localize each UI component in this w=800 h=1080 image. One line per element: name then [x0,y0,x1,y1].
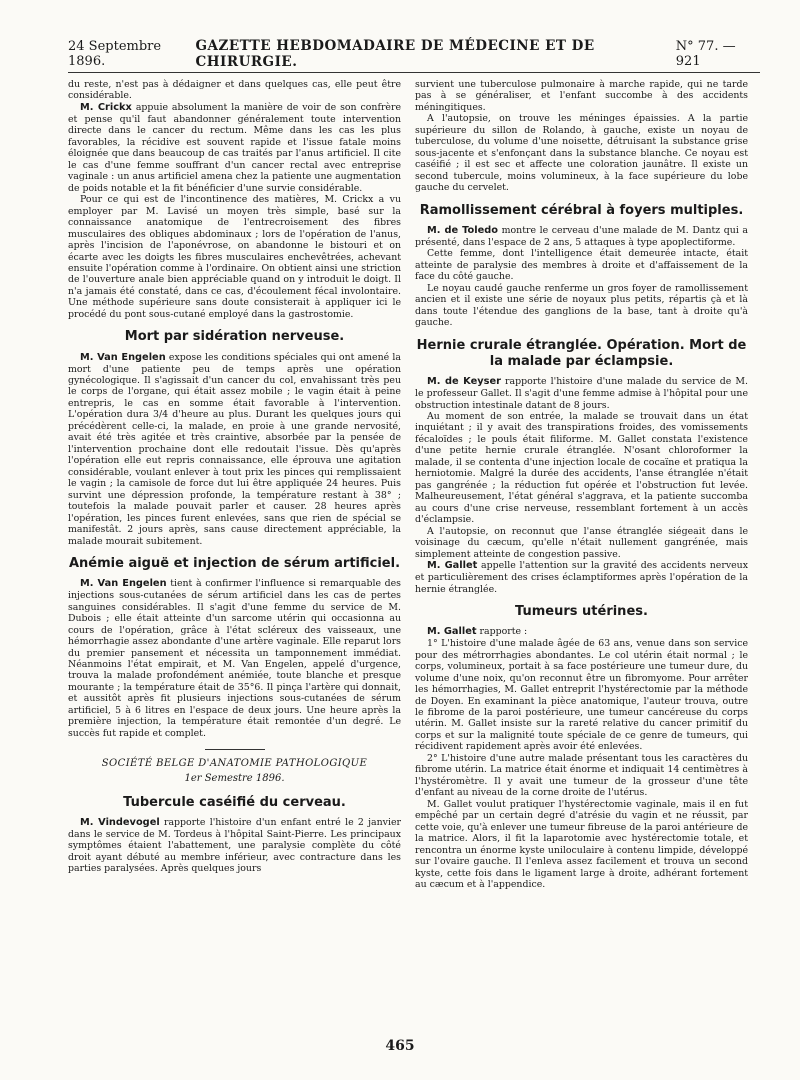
paragraph [68,817,401,875]
paragraph [415,560,748,595]
paragraph-text: rapporte l'histoire d'un enfant entré le 2 janvier dans le service de M. Tordeus à l'hôpital Saint-Pierre. Les principaux symptômes étaient l'abattement, une paralysie complète du côté droit ayant débuté au membre inférieur, avec contracture dans les parties paralysées. Après quelques jours [68,816,401,875]
paragraph [68,102,401,194]
issue-number: N° 77. — 921 [675,39,736,69]
section-heading: Mort par sidération nerveuse. [124,329,345,345]
paragraph-text: appelle l'attention sur la gravité des accidents nerveux et particulièrement des crises éclamptiformes après l'opération de la hernie étranglée. [415,560,748,595]
semester-label: 1er Semestre 1896. [184,773,285,785]
paragraph: survient une tuberculose pulmonaire à marche rapide, qui ne tarde pas à se généraliser, et l'enfant succombe à des accidents méningitiques. [415,79,748,113]
paragraph: A l'autopsie, on trouve les méninges épaissies. A la partie supérieure du sillon de Rolando, à gauche, existe un noyau de tuberculose, du volume d'une noisette, détruisant la substance grise sous-jacente et s'enfonçant dans la substance blanche. Ce noyau est caséifié ; il est sec et affecte une coloration jaunâtre. Il existe un second tubercule, moins volumineux, à la face supérieure du lobe gauche du cervelet. [415,113,748,194]
society-header [68,749,401,785]
section-heading: Tumeurs utérines. [515,603,648,619]
paragraph [415,376,748,411]
divider [205,749,265,750]
paragraph: 1° L'histoire d'une malade âgée de 63 ans, venue dans son service pour des métrorrhagies abondantes. Le col utérin était normal ; le corps, volumineux, portait à sa face postérieure une tumeur dure, du volume d'une noix, qu'on reconnut être un fibromyome. Pour arrêter les hémorrhagies, M. Gallet entreprit l'hystérectomie par la méthode de Doyen. En examinant la pièce anatomique, l'auteur trouva, outre le fibrome de la paroi postérieure, une tumeur cancéreuse du corps utérin. M. Gallet insiste sur la rareté relative du cancer primitif du corps et sur la malignité toute spéciale de ce genre de tumeurs, qui récidivent rapidement après avoir été enlevées. [415,638,748,753]
speaker-name: M. Gallet [427,626,477,638]
paragraph-text: rapporte l'histoire d'une malade du service de M. le professeur Gallet. Il s'agit d'une femme admise à l'hôpital pour une obstruction intestinale datant de 8 jours. [415,376,748,411]
speaker-name: M. de Keyser [427,376,501,388]
paragraph [68,352,401,547]
issue-date: 24 Septembre 1896. [68,39,162,69]
left-column [68,79,401,890]
running-head [68,38,760,73]
paragraph-text: tient à confirmer l'influence si remarquable des injections sous-cutanées de sérum artificiel dans les cas de pertes sanguines considérables. Il s'agit d'une femme du service de M. Dubois ; elle était atteinte d'un sarcome utérin qui occasionna au cours de l'opération, grâce à l'état scléreux des vaisseaux, une hémorrhagie assez abondante d'une artère vaginale. Elle reparut lors du premier pansement et nécessita un tamponnement immédiat. Néanmoins l'état empirait, et M. Van Engelen, appelé d'urgence, trouva la malade profondément anémiée, toute blanche et presque mourante ; la température était de 35°6. Il pinça l'artère qui donnait, et aussitôt après fit plusieurs injections sous-cutanées de sérum artificiel, 5 à 6 litres en l'espace de deux jours. Une heure après la première injection, la température était remontée d'un degré. Le succès fut rapide et complet. [68,578,401,739]
paragraph: du reste, n'est pas à dédaigner et dans quelques cas, elle peut être considérable. [68,79,401,102]
journal-title: GAZETTE HEBDOMADAIRE DE MÉDECINE ET DE CHIRURGIE. [195,38,595,70]
speaker-name: M. Van Engelen [80,351,166,363]
paragraph-text: appuie absolument la manière de voir de son confrère et pense qu'il faut abandonner généralement toute intervention directe dans le cancer du rectum. Même dans les cas les plus favorables, la récidive est souvent rapide et l'issue fatale moins éloignée que dans beaucoup de cas traités par l'anus artificiel. Il cite le cas d'une femme souffrant d'un cancer rectal avec entreprise vaginale : un anus artificiel amena chez la patiente une augmentation de poids notable et la fit bénéficier d'une survie considérable. [68,101,402,194]
paragraph-text: montre le cerveau d'une malade de M. Dantz qui a présenté, dans l'espace de 2 ans, 5 attaques à type apoplectiforme. [415,224,748,248]
section-heading: Hernie crurale étranglée. Opération. Mort de la malade par éclampsie. [416,337,747,369]
paragraph [68,578,401,739]
speaker-name: M. Gallet [427,560,478,572]
society-name: SOCIÉTÉ BELGE D'ANATOMIE PATHOLOGIQUE [101,758,368,770]
paragraph: Le noyau caudé gauche renferme un gros foyer de ramollissement ancien et il existe une série de noyaux plus petits, répartis çà et là dans toute l'étendue des ganglions de la base, tant à droite qu'à gauche. [415,282,748,329]
section-heading: Anémie aiguë et injection de sérum artificiel. [68,556,401,571]
speaker-name: M. de Toledo [427,224,499,236]
paragraph-text: rapporte : [476,626,528,638]
speaker-name: M. Van Engelen [80,578,167,590]
paragraph: A l'autopsie, on reconnut que l'anse étranglée siégeait dans le voisinage du cæcum, qu'elle n'était nullement gangrénée, mais simplement atteinte de congestion passive. [415,525,748,560]
section-heading: Ramollissement cérébral à foyers multiples. [419,202,744,218]
paragraph: M. Gallet voulut pratiquer l'hystérectomie vaginale, mais il en fut empêché par un certain degré d'atrésie du vagin et ne réussit, par cette voie, qu'à enlever une tumeur fibreuse de la paroi antérieure de la matrice. Alors, il fit la laparotomie avec hystérectomie totale, et rencontra un énorme kyste uniloculaire à contenu limpide, développé sur l'ovaire gauche. Il l'enleva assez facilement et trouva un second kyste, cette fois dans le ligament large à droite, adhérant fortement au cæcum et à l'appendice. [415,798,748,890]
right-column [415,79,748,890]
paragraph [415,225,748,248]
paragraph: Cette femme, dont l'intelligence était demeurée intacte, était atteinte de paralysie des membres à droite et d'affaissement de la face du côté gauche. [415,248,748,283]
speaker-name: M. Vindevogel [80,816,160,828]
section-heading: Tubercule caséifié du cerveau. [123,794,346,810]
page-number: 465 [385,1038,415,1054]
paragraph-text: expose les conditions spéciales qui ont amené la mort d'une patiente peu de temps après une opération gynécologique. Il s'agissait d'un cancer du col, envahissant très peu le corps de l'organe, qui était assez mobile ; le vagin était à peine entrepris, le cas en somme était favorable à l'intervention. L'opération dura 3/4 d'heure au plus. Durant les quelques jours qui précédèrent celle-ci, la malade, en proie à une grande nervosité, avait été très agitée et très craintive, absorbée par la pensée de l'intervention prochaine dont elle redoutait l'issue. Dès qu'après l'opération elle eut repris connaissance, elle éprouva une agitation considérable, voulant enlever à tout prix les pinces qui remplissaient le vagin ; la camisole de force dut lui être appliquée 24 heures. Puis survint une dépression profonde, la température restant à 38° ; toutefois la malade pouvait parler et causer. 28 heures après l'opération, les pinces furent enlevées, sans que rien de spécial se manifestât. 2 jours après, sans cause directement appréciable, la malade mourait subitement. [68,351,401,547]
text-columns [68,79,760,890]
paragraph: 2° L'histoire d'une autre malade présentant tous les caractères du fibrome utérin. La matrice était énorme et indiquait 14 centimètres à l'hystéromètre. Il y avait une tumeur de la grosseur d'une tête d'enfant au niveau de la corne droite de l'utérus. [415,752,748,799]
paragraph: Au moment de son entrée, la malade se trouvait dans un état inquiétant ; il y avait des transpirations froides, des vomissements fécaloïdes ; le pouls était filiforme. M. Gallet constata l'existence d'une petite hernie crurale étranglée. N'osant chloroformer la malade, il se contenta d'une injection locale de cocaïne et pratiqua la herniotomie. Malgré la durée des accidents, l'anse étranglée n'était pas gangrénée ; la réduction fut opérée et l'obstruction fut levée. Malheureusement, l'état général s'aggrava, et la patiente succomba au cours d'une crise nerveuse, ressemblant fortement à un accès d'éclampsie. [415,411,748,526]
paragraph [415,626,748,638]
speaker-name: M. Crickx [80,101,132,113]
paragraph: Pour ce qui est de l'incontinence des matières, M. Crickx a vu employer par M. Lavisé un moyen très simple, basé sur la connaissance anatomique de l'entrecroisement des fibres musculaires des obliques abdominaux ; lors de l'opération de l'anus, après l'incision de l'aponévrose, on abandonne le bistouri et on écarte avec les doigts les fibres musculaires enchevêtrées, achevant ensuite l'opération comme à l'ordinaire. On obtient ainsi une striction de l'ouverture anale bien appréciable quand on y introduit le doigt. Il n'a jamais été constaté, dans ce cas, d'écoulement fécal involontaire. Une méthode supérieure sans doute consisterait à appliquer ici le procédé du pont sous-cutané employé dans la gastrostomie. [68,194,401,320]
